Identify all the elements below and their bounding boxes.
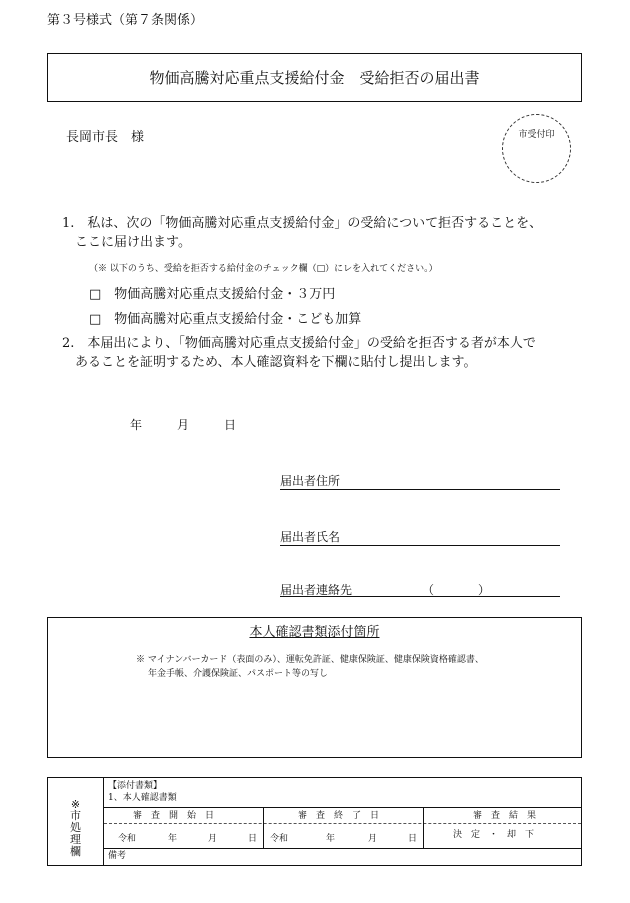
option-30000-checkbox[interactable]: □ 物価高騰対応重点支援給付金・３万円 bbox=[89, 287, 336, 302]
attached-docs-item: 1、本人確認書類 bbox=[108, 793, 177, 803]
office-label-char: ※ bbox=[70, 798, 81, 811]
office-label-char: 市 bbox=[70, 809, 81, 822]
office-label-char: 欄 bbox=[70, 845, 81, 858]
start-month: 月 bbox=[208, 834, 218, 844]
item2-line1: 2. 本届出により、「物価高騰対応重点支援給付金」の受給を拒否する者が本人で bbox=[62, 336, 536, 351]
addressee: 長岡市長 様 bbox=[66, 130, 145, 145]
end-day: 日 bbox=[408, 834, 418, 844]
applicant-name-label: 届出者氏名 bbox=[280, 530, 341, 544]
row-divider bbox=[104, 807, 581, 808]
attached-docs-header: 【添付書類】 bbox=[108, 781, 163, 791]
applicant-address-field[interactable] bbox=[280, 489, 560, 490]
applicant-contact-label: 届出者連絡先 bbox=[280, 583, 353, 597]
item1-line2: ここに届け出ます。 bbox=[75, 235, 191, 250]
id-document-attachment-area[interactable] bbox=[47, 617, 582, 758]
end-year: 年 bbox=[326, 834, 336, 844]
end-month: 月 bbox=[368, 834, 378, 844]
stamp-label: 市受付印 bbox=[518, 130, 555, 140]
office-label-char: 理 bbox=[70, 833, 81, 846]
item2-line2: あることを証明するため、本人確認資料を下欄に貼付し提出します。 bbox=[75, 355, 477, 370]
office-label-char: 処 bbox=[70, 821, 81, 834]
office-use-label bbox=[48, 778, 104, 865]
item1-note: （※ 以下のうち、受給を拒否する給付金のチェック欄（□）にレを入れてください。） bbox=[89, 264, 438, 274]
row-divider-dashed bbox=[104, 823, 581, 824]
start-year: 年 bbox=[168, 834, 178, 844]
option-child-addition-checkbox[interactable]: □ 物価高騰対応重点支援給付金・こども加算 bbox=[89, 312, 362, 327]
date-year-label: 年 bbox=[130, 418, 143, 432]
city-processing-table bbox=[47, 777, 582, 866]
col-divider bbox=[263, 807, 264, 848]
date-day-label: 日 bbox=[224, 418, 237, 432]
review-start-header: 審 査 開 始 日 bbox=[133, 811, 215, 821]
remarks-label: 備考 bbox=[108, 851, 127, 861]
applicant-address-label: 届出者住所 bbox=[280, 474, 341, 488]
title-box bbox=[47, 53, 582, 102]
item1-line1: 1. 私は、次の「物価高騰対応重点支援給付金」の受給について拒否することを、 bbox=[62, 216, 543, 231]
start-era: 令和 bbox=[118, 834, 137, 844]
attachment-note-line2: 年金手帳、介護保険証、パスポート等の写し bbox=[148, 669, 329, 679]
applicant-contact-field[interactable] bbox=[280, 596, 560, 597]
start-day: 日 bbox=[248, 834, 258, 844]
row-divider bbox=[104, 848, 581, 849]
form-number: 第３号様式（第７条関係） bbox=[47, 13, 204, 28]
date-month-label: 月 bbox=[177, 418, 190, 432]
end-era: 令和 bbox=[270, 834, 289, 844]
page-title: 物価高騰対応重点支援給付金 受給拒否の届出書 bbox=[149, 69, 480, 87]
contact-paren-open: （ bbox=[422, 583, 435, 597]
reception-stamp-area bbox=[502, 114, 571, 183]
contact-paren-close: ） bbox=[478, 583, 491, 597]
attachment-note-line1: ※ マイナンバーカード（表面のみ）、運転免許証、健康保険証、健康保険資格確認書、 bbox=[136, 655, 484, 665]
col-divider bbox=[423, 807, 424, 848]
review-result-header: 審 査 結 果 bbox=[473, 811, 537, 821]
decision-options: 決 定 ・ 却 下 bbox=[453, 830, 535, 840]
applicant-name-field[interactable] bbox=[280, 545, 560, 546]
attachment-title: 本人確認書類添付箇所 bbox=[249, 625, 380, 640]
review-end-header: 審 査 終 了 日 bbox=[298, 811, 380, 821]
